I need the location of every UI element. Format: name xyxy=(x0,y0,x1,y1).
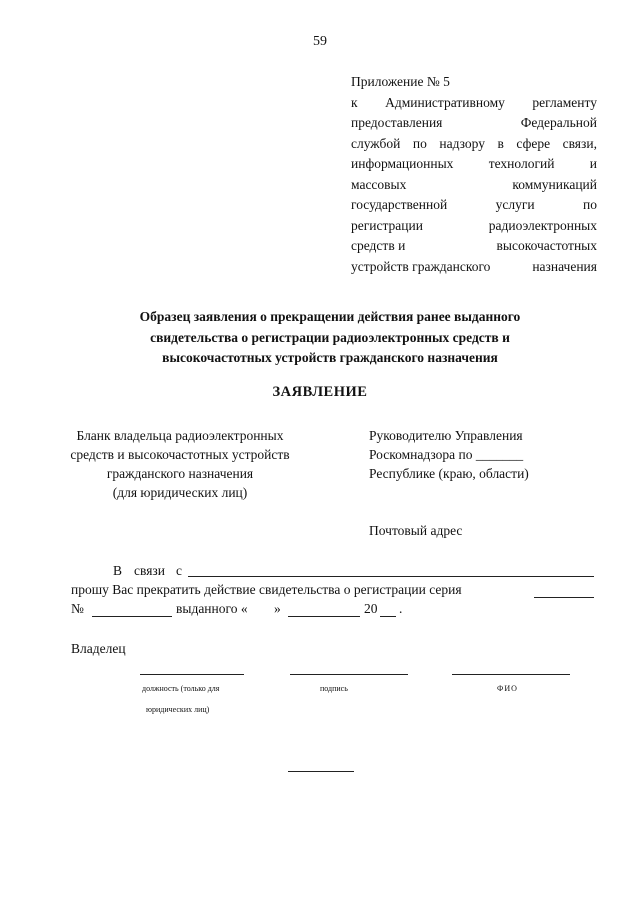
appendix-line xyxy=(351,236,597,257)
appendix-line xyxy=(351,134,597,155)
appendix-word: связи, xyxy=(562,135,597,151)
addressee-line: Роскомнадзора по _______ xyxy=(369,447,524,462)
body-word-s: с xyxy=(176,563,182,578)
page-number: 59 xyxy=(313,34,327,49)
appendix-line xyxy=(351,72,597,93)
letterhead-line: гражданского назначения xyxy=(106,466,254,481)
appendix-word: предоставления xyxy=(351,115,443,130)
signature-line[interactable] xyxy=(290,674,408,675)
footer-divider xyxy=(288,771,354,772)
appendix-line xyxy=(351,216,597,237)
number-sign: № xyxy=(71,601,84,616)
appendix-word: сфере xyxy=(516,135,551,151)
appendix-word: регистрации xyxy=(351,217,423,233)
series-blank-line[interactable] xyxy=(534,597,594,598)
issued-label: выданного « xyxy=(176,601,248,616)
title-line: Образец заявления о прекращении действия ранее выданного xyxy=(139,309,521,324)
appendix-word: к xyxy=(351,94,358,110)
appendix-line xyxy=(351,195,597,216)
appendix-line xyxy=(351,93,597,114)
appendix-word: массовых xyxy=(351,176,407,192)
title-line: свидетельства о регистрации радиоэлектронных средств и xyxy=(150,329,510,345)
appendix-word: коммуникаций xyxy=(512,176,597,192)
appendix-word: услуги xyxy=(495,197,535,212)
position-label-continued: юридических лиц) xyxy=(146,705,210,714)
appendix-word: Административному xyxy=(385,94,505,110)
appendix-word: по xyxy=(412,135,427,151)
sentence-end: . xyxy=(399,601,403,616)
appendix-word: устройств гражданского xyxy=(351,258,491,274)
year-prefix: 20 xyxy=(364,601,378,616)
applicant-letterhead-block xyxy=(55,426,305,502)
reason-blank-line[interactable] xyxy=(188,576,594,577)
owner-label: Владелец xyxy=(71,641,126,656)
year-blank[interactable] xyxy=(380,616,396,617)
signature-label: подпись xyxy=(320,684,348,693)
certificate-number-blank[interactable] xyxy=(92,616,172,617)
body-word-v: В xyxy=(113,563,123,578)
addressee-line: Республике (краю, области) xyxy=(369,466,529,481)
appendix-word: и xyxy=(589,156,597,171)
appendix-word: радиоэлектронных xyxy=(488,217,597,233)
addressee-block xyxy=(369,426,529,483)
appendix-word: технологий xyxy=(488,156,555,171)
appendix-block xyxy=(351,72,597,277)
postal-address: Почтовый адрес xyxy=(369,523,463,538)
addressee-line: Руководителю Управления xyxy=(369,428,523,443)
statement-heading: ЗАЯВЛЕНИЕ xyxy=(272,384,368,400)
full-name-line[interactable] xyxy=(452,674,570,675)
appendix-word: информационных xyxy=(351,156,454,171)
appendix-word: государственной xyxy=(351,197,448,212)
appendix-line xyxy=(351,154,597,175)
position-label: должность (только для xyxy=(142,684,220,693)
full-name-label: ФИО xyxy=(497,684,518,693)
appendix-word: по xyxy=(583,197,597,212)
position-signature-line[interactable] xyxy=(140,674,244,675)
appendix-line xyxy=(351,113,597,134)
body-request-text: прошу Вас прекратить действие свидетельства о регистрации серия xyxy=(71,582,462,597)
appendix-word: надзору xyxy=(439,135,485,151)
appendix-word: высокочастотных xyxy=(496,238,597,253)
appendix-word: службой xyxy=(351,135,401,151)
letterhead-line: (для юридических лиц) xyxy=(112,485,248,500)
appendix-word: назначения xyxy=(532,258,597,274)
letterhead-line: Бланк владельца радиоэлектронных xyxy=(76,428,284,443)
appendix-word: Федеральной xyxy=(520,115,597,130)
appendix-word: в xyxy=(497,135,504,151)
appendix-word: Приложение № 5 xyxy=(351,74,450,89)
document-title xyxy=(60,307,600,369)
appendix-word: регламенту xyxy=(532,94,597,110)
closing-quote: » xyxy=(274,601,281,616)
title-line: высокочастотных устройств гражданского назначения xyxy=(162,350,498,365)
issue-date-blank[interactable] xyxy=(288,616,360,617)
appendix-line xyxy=(351,175,597,196)
body-word-svyazi: связи xyxy=(134,563,165,578)
letterhead-line: средств и высокочастотных устройств xyxy=(70,447,290,462)
appendix-line xyxy=(351,257,597,278)
appendix-word: средств и xyxy=(351,238,406,253)
